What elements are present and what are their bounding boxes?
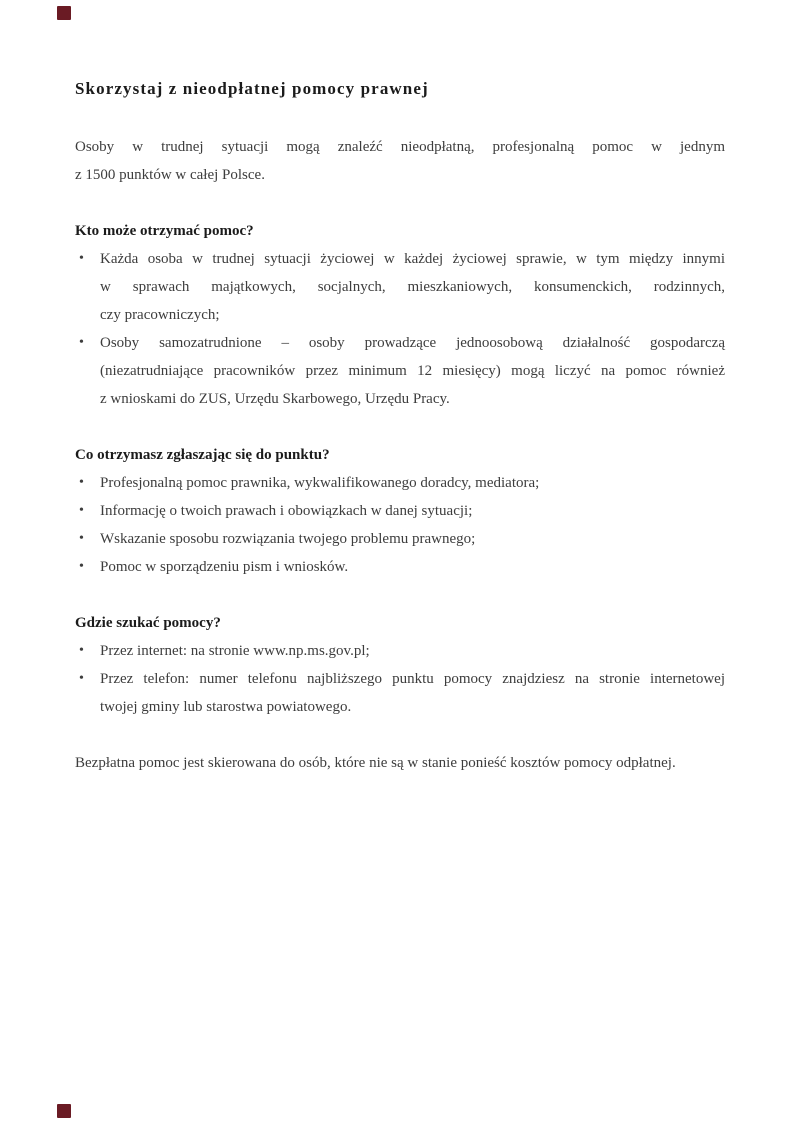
bullet-icon: • (79, 251, 84, 266)
bullet-icon: • (79, 335, 84, 350)
bullet-item (75, 525, 725, 553)
text-line: twojej gminy lub starostwa powiatowego. (100, 699, 352, 715)
text-line: Osoby w trudnej sytuacji mogą znaleźć nieodpłatną, profesjonalną pomoc w jednym (75, 139, 725, 155)
bullet-item (75, 553, 725, 581)
page-corner-mark-bottom (57, 1104, 71, 1118)
bullet-item (75, 469, 725, 497)
bullet-icon: • (79, 503, 84, 518)
bullet-icon: • (79, 643, 84, 658)
text-line: (niezatrudniające pracowników przez minimum 12 miesięcy) mogą liczyć na pomoc również (100, 363, 725, 379)
bullet-item (75, 497, 725, 525)
text-line: z wnioskami do ZUS, Urzędu Skarbowego, Urzędu Pracy. (100, 391, 450, 407)
bullet-icon: • (79, 531, 84, 546)
bullet-item (75, 637, 725, 665)
text-line: Profesjonalną pomoc prawnika, wykwalifikowanego doradcy, mediatora; (100, 475, 540, 491)
footer-paragraph: Bezpłatna pomoc jest skierowana do osób, które nie są w stanie ponieść kosztów pomocy odpłatnej. (75, 755, 676, 771)
bullet-icon: • (79, 671, 84, 686)
bullet-list-who (75, 245, 725, 413)
text-line: w sprawach majątkowych, socjalnych, mieszkaniowych, konsumenckich, rodzinnych, (100, 279, 725, 295)
section-heading-who: Kto może otrzymać pomoc? (75, 223, 254, 239)
text-line: Pomoc w sporządzeniu pism i wniosków. (100, 559, 349, 575)
bullet-list-what (75, 469, 725, 581)
section-heading-what: Co otrzymasz zgłaszając się do punktu? (75, 447, 330, 463)
text-line: Przez telefon: numer telefonu najbliższego punktu pomocy znajdziesz na stronie internetowej (100, 671, 725, 687)
page-content (75, 75, 725, 777)
bullet-icon: • (79, 475, 84, 490)
text-line: czy pracowniczych; (100, 307, 220, 323)
text-line: Przez internet: na stronie www.np.ms.gov.pl; (100, 643, 370, 659)
intro-paragraph (75, 133, 725, 189)
text-line: Wskazanie sposobu rozwiązania twojego problemu prawnego; (100, 531, 476, 547)
bullet-item (75, 245, 725, 329)
bullet-list-where (75, 637, 725, 721)
page-title: Skorzystaj z nieodpłatnej pomocy prawnej (75, 79, 429, 98)
text-line: z 1500 punktów w całej Polsce. (75, 167, 265, 183)
bullet-icon: • (79, 559, 84, 574)
bullet-item (75, 665, 725, 721)
text-line: Osoby samozatrudnione – osoby prowadzące jednoosobową działalność gospodarczą (100, 335, 725, 351)
text-line: Każda osoba w trudnej sytuacji życiowej w każdej życiowej sprawie, w tym między innymi (100, 251, 725, 267)
bullet-item (75, 329, 725, 413)
text-line: Informację o twoich prawach i obowiązkach w danej sytuacji; (100, 503, 473, 519)
section-heading-where: Gdzie szukać pomocy? (75, 615, 221, 631)
page-corner-mark-top (57, 6, 71, 20)
